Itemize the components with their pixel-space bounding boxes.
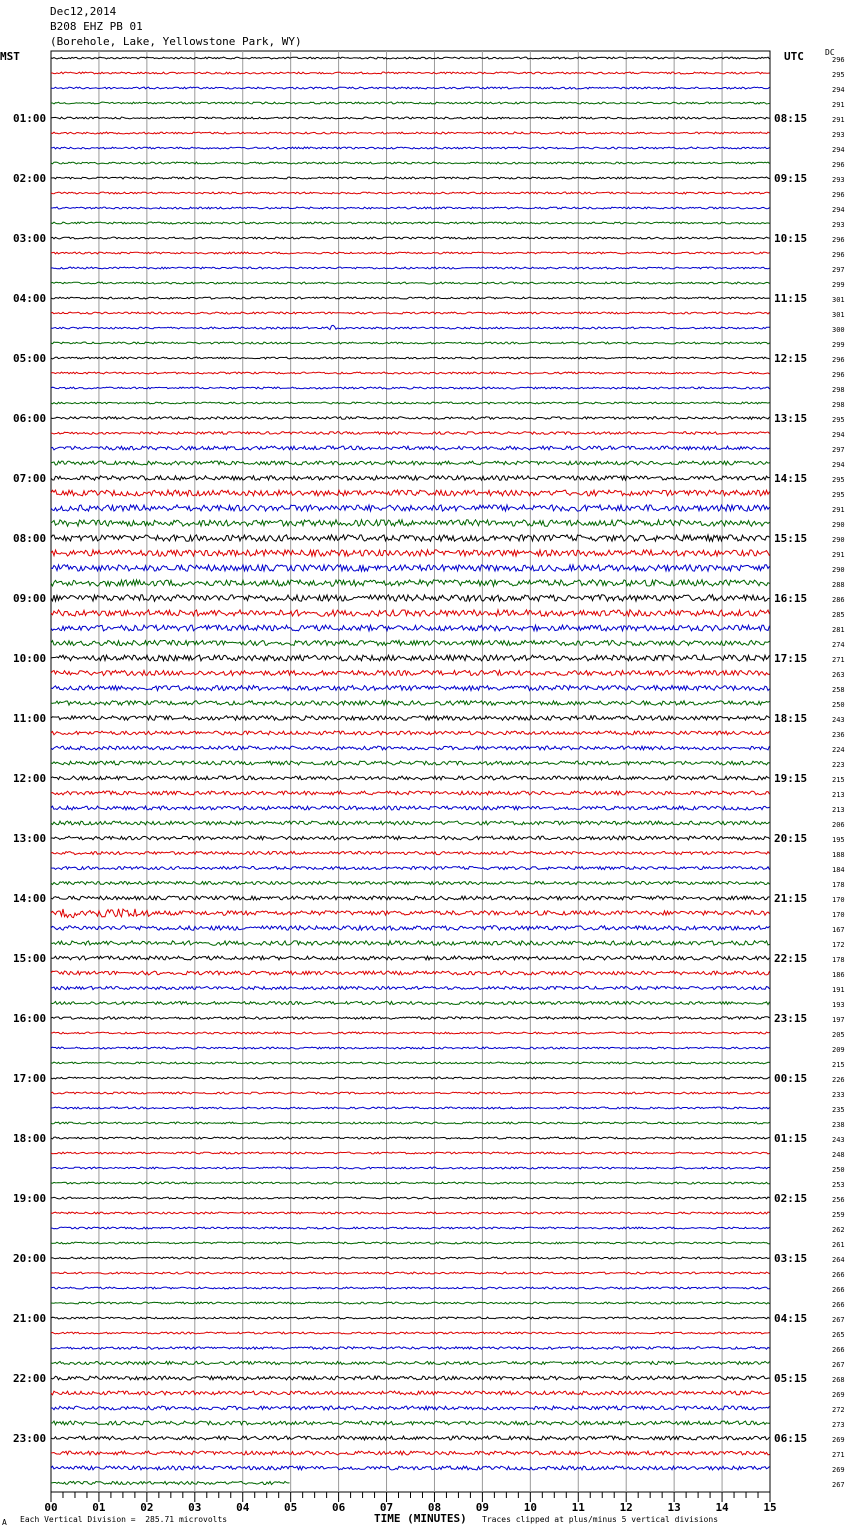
mst-hour-label: 03:00 <box>13 232 47 245</box>
dc-offset-label: 296 <box>832 56 845 64</box>
mst-hour-label: 15:00 <box>13 952 47 965</box>
dc-offset-label: 271 <box>832 1451 845 1459</box>
seismic-trace <box>51 282 770 284</box>
utc-hour-label: 05:15 <box>774 1372 808 1385</box>
seismic-trace <box>51 806 770 810</box>
x-tick-label: 01 <box>92 1501 106 1514</box>
dc-offset-label: 293 <box>832 221 845 229</box>
utc-hour-label: 11:15 <box>774 292 808 305</box>
seismic-trace <box>51 1421 770 1425</box>
x-tick-label: 03 <box>188 1501 202 1514</box>
dc-offset-label: 296 <box>832 161 845 169</box>
seismic-trace <box>51 1092 770 1094</box>
seismic-trace <box>51 1077 770 1079</box>
dc-offset-label: 236 <box>832 731 845 739</box>
dc-offset-label: 296 <box>832 236 845 244</box>
dc-offset-label: 291 <box>832 551 845 559</box>
mst-hour-label: 14:00 <box>13 892 47 905</box>
dc-offset-label: 195 <box>832 836 845 844</box>
x-tick-label: 07 <box>379 1501 394 1514</box>
dc-offset-label: 215 <box>832 1061 845 1069</box>
x-tick-label: 11 <box>571 1501 585 1514</box>
utc-hour-label: 09:15 <box>774 172 808 185</box>
dc-offset-label: 273 <box>832 1421 845 1429</box>
utc-zone-label: UTC <box>784 50 804 63</box>
seismic-trace <box>51 372 770 374</box>
seismic-trace <box>51 1302 770 1304</box>
mst-hour-label: 22:00 <box>13 1372 47 1385</box>
mst-hour-label: 10:00 <box>13 652 47 665</box>
x-axis-title: TIME (MINUTES) <box>374 1512 467 1525</box>
mst-hour-label: 11:00 <box>13 712 47 725</box>
scale-mark: A <box>2 1518 7 1527</box>
x-tick-label: 09 <box>475 1501 490 1514</box>
dc-offset-label: 256 <box>832 1196 845 1204</box>
mst-hour-label: 02:00 <box>13 172 47 185</box>
seismic-trace <box>51 446 770 450</box>
seismic-trace <box>51 716 770 720</box>
seismic-trace <box>51 836 770 840</box>
dc-offset-label: 267 <box>832 1481 845 1489</box>
seismic-trace <box>51 1257 770 1259</box>
seismic-trace <box>51 565 770 571</box>
dc-offset-label: 233 <box>832 1091 845 1099</box>
seismic-trace <box>51 1227 770 1229</box>
dc-offset-label: 269 <box>832 1436 845 1444</box>
seismic-trace <box>51 670 770 675</box>
dc-offset-label: 295 <box>832 491 845 499</box>
dc-offset-label: 224 <box>832 746 845 754</box>
x-tick-label: 05 <box>284 1501 298 1514</box>
seismic-trace <box>51 595 770 601</box>
dc-offset-label: 290 <box>832 521 845 529</box>
dc-offset-label: 243 <box>832 1136 845 1144</box>
seismic-trace <box>51 1406 770 1410</box>
utc-hour-label: 15:15 <box>774 532 808 545</box>
dc-offset-label: 238 <box>832 1121 845 1129</box>
dc-offset-label: 285 <box>832 611 845 619</box>
mst-hour-label: 13:00 <box>13 832 47 845</box>
x-tick-label: 08 <box>427 1501 442 1514</box>
dc-offset-label: 294 <box>832 431 845 439</box>
mst-hour-label: 12:00 <box>13 772 47 785</box>
dc-offset-label: 294 <box>832 146 845 154</box>
utc-hour-label: 08:15 <box>774 112 808 125</box>
dc-label: DC <box>825 48 835 57</box>
utc-hour-label: 22:15 <box>774 952 808 965</box>
dc-offset-label: 296 <box>832 356 845 364</box>
seismic-trace <box>51 535 770 541</box>
dc-offset-label: 266 <box>832 1301 845 1309</box>
x-tick-label: 04 <box>236 1501 250 1514</box>
seismic-trace <box>51 1197 770 1199</box>
dc-offset-label: 290 <box>832 566 845 574</box>
seismic-trace <box>51 550 770 556</box>
dc-offset-label: 250 <box>832 701 845 709</box>
seismic-trace <box>51 342 770 344</box>
dc-offset-label: 213 <box>832 791 845 799</box>
dc-offset-label: 296 <box>832 371 845 379</box>
dc-offset-label: 295 <box>832 71 845 79</box>
seismic-trace <box>51 476 770 480</box>
dc-offset-label: 293 <box>832 176 845 184</box>
seismic-trace <box>51 791 770 795</box>
dc-offset-label: 206 <box>832 821 845 829</box>
utc-hour-label: 12:15 <box>774 352 808 365</box>
dc-offset-label: 266 <box>832 1346 845 1354</box>
dc-offset-label: 167 <box>832 926 845 934</box>
dc-offset-label: 188 <box>832 851 845 859</box>
dc-offset-label: 253 <box>832 1181 845 1189</box>
seismic-trace <box>51 640 770 645</box>
location-label: (Borehole, Lake, Yellowstone Park, WY) <box>50 35 302 48</box>
mst-hour-label: 05:00 <box>13 352 47 365</box>
mst-hour-label: 17:00 <box>13 1072 47 1085</box>
mst-hour-label: 06:00 <box>13 412 47 425</box>
dc-offset-label: 250 <box>832 1166 845 1174</box>
dc-offset-label: 291 <box>832 116 845 124</box>
seismic-trace <box>51 731 770 735</box>
dc-offset-label: 269 <box>832 1391 845 1399</box>
x-tick-label: 06 <box>331 1501 346 1514</box>
utc-hour-label: 10:15 <box>774 232 808 245</box>
dc-offset-label: 205 <box>832 1031 845 1039</box>
dc-offset-label: 223 <box>832 761 845 769</box>
seismic-trace <box>51 1317 770 1319</box>
dc-offset-label: 294 <box>832 461 845 469</box>
seismic-trace <box>51 701 770 705</box>
mst-hour-label: 21:00 <box>13 1312 47 1325</box>
mst-hour-label: 19:00 <box>13 1192 47 1205</box>
x-tick-label: 00 <box>44 1501 58 1514</box>
dc-offset-label: 191 <box>832 986 845 994</box>
dc-offset-label: 213 <box>832 806 845 814</box>
mst-hour-label: 23:00 <box>13 1432 47 1445</box>
dc-offset-label: 301 <box>832 311 845 319</box>
seismic-trace <box>51 402 770 404</box>
seismic-trace <box>51 971 770 975</box>
seismic-trace <box>51 1062 770 1064</box>
dc-offset-label: 271 <box>832 656 845 664</box>
dc-offset-label: 243 <box>832 716 845 724</box>
dc-offset-label: 248 <box>832 1151 845 1159</box>
dc-offset-label: 293 <box>832 131 845 139</box>
mst-hour-label: 18:00 <box>13 1132 47 1145</box>
dc-offset-label: 186 <box>832 971 845 979</box>
dc-offset-label: 291 <box>832 101 845 109</box>
seismic-trace <box>51 312 770 314</box>
seismic-trace <box>51 655 770 661</box>
date-label: Dec12,2014 <box>50 5 117 18</box>
seismic-trace <box>51 1152 770 1154</box>
utc-hour-label: 13:15 <box>774 412 808 425</box>
dc-offset-label: 172 <box>832 941 845 949</box>
seismic-trace <box>51 1137 770 1139</box>
dc-offset-label: 266 <box>832 1286 845 1294</box>
dc-offset-label: 258 <box>832 686 845 694</box>
dc-offset-label: 197 <box>832 1016 845 1024</box>
seismic-trace <box>51 580 770 586</box>
dc-offset-label: 290 <box>832 536 845 544</box>
utc-hour-label: 00:15 <box>774 1072 808 1085</box>
utc-hour-label: 03:15 <box>774 1252 808 1265</box>
seismic-trace <box>51 986 770 989</box>
utc-hour-label: 02:15 <box>774 1192 808 1205</box>
dc-offset-label: 296 <box>832 251 845 259</box>
seismic-trace <box>51 387 770 389</box>
utc-hour-label: 17:15 <box>774 652 808 665</box>
dc-offset-label: 298 <box>832 386 845 394</box>
dc-offset-label: 262 <box>832 1226 845 1234</box>
dc-offset-label: 170 <box>832 896 845 904</box>
dc-offset-label: 272 <box>832 1406 845 1414</box>
mst-hour-label: 09:00 <box>13 592 47 605</box>
x-tick-label: 12 <box>619 1501 633 1514</box>
utc-hour-label: 23:15 <box>774 1012 808 1025</box>
utc-hour-label: 19:15 <box>774 772 808 785</box>
seismic-trace <box>51 1001 770 1004</box>
seismic-trace <box>51 1212 770 1214</box>
seismic-trace <box>51 866 770 869</box>
dc-offset-label: 298 <box>832 401 845 409</box>
dc-offset-label: 297 <box>832 266 845 274</box>
dc-offset-label: 178 <box>832 956 845 964</box>
x-tick-label: 13 <box>667 1501 681 1514</box>
seismic-trace <box>51 490 770 496</box>
seismic-trace <box>51 461 770 465</box>
dc-offset-label: 263 <box>832 671 845 679</box>
mst-hour-label: 08:00 <box>13 532 47 545</box>
dc-offset-label: 291 <box>832 506 845 514</box>
seismic-trace <box>51 72 770 74</box>
dc-offset-label: 300 <box>832 326 845 334</box>
utc-hour-label: 04:15 <box>774 1312 808 1325</box>
seismic-trace <box>51 325 770 329</box>
dc-offset-label: 288 <box>832 581 845 589</box>
seismic-trace <box>51 1287 770 1289</box>
seismic-trace <box>51 776 770 780</box>
dc-offset-label: 286 <box>832 596 845 604</box>
dc-offset-label: 296 <box>832 191 845 199</box>
dc-offset-label: 297 <box>832 446 845 454</box>
dc-offset-label: 295 <box>832 416 845 424</box>
seismic-trace <box>51 207 770 209</box>
dc-offset-label: 209 <box>832 1046 845 1054</box>
seismic-trace <box>51 1047 770 1049</box>
utc-hour-label: 21:15 <box>774 892 808 905</box>
utc-hour-label: 16:15 <box>774 592 808 605</box>
dc-offset-label: 184 <box>832 866 845 874</box>
seismic-trace <box>51 956 770 960</box>
seismic-trace <box>51 1466 770 1470</box>
seismic-trace <box>51 162 770 164</box>
seismic-trace <box>51 252 770 254</box>
dc-offset-label: 269 <box>832 1466 845 1474</box>
seismic-trace <box>51 1032 770 1034</box>
seismic-trace <box>51 1391 770 1395</box>
seismic-trace <box>51 1167 770 1169</box>
utc-hour-label: 20:15 <box>774 832 808 845</box>
utc-hour-label: 18:15 <box>774 712 808 725</box>
dc-offset-label: 261 <box>832 1241 845 1249</box>
mst-hour-label: 04:00 <box>13 292 47 305</box>
seismic-trace <box>51 610 770 616</box>
dc-offset-label: 265 <box>832 1331 845 1339</box>
seismic-trace <box>51 505 770 511</box>
seismic-trace <box>51 432 770 435</box>
seismic-trace <box>51 417 770 420</box>
clip-note: Traces clipped at plus/minus 5 vertical divisions <box>482 1515 719 1524</box>
mst-zone-label: MST <box>0 50 20 63</box>
seismic-trace <box>51 909 770 918</box>
seismic-trace <box>51 1451 770 1455</box>
dc-offset-label: 170 <box>832 911 845 919</box>
dc-offset-label: 226 <box>832 1076 845 1084</box>
seismic-trace <box>51 1332 770 1334</box>
mst-hour-label: 07:00 <box>13 472 47 485</box>
seismic-trace <box>51 520 770 526</box>
seismic-trace <box>51 821 770 825</box>
seismic-trace <box>51 267 770 269</box>
seismic-trace <box>51 357 770 359</box>
seismic-trace <box>51 761 770 765</box>
seismic-trace <box>51 1361 770 1364</box>
x-tick-label: 10 <box>523 1501 537 1514</box>
seismic-trace <box>51 237 770 239</box>
seismic-trace <box>51 896 770 900</box>
mst-hour-label: 16:00 <box>13 1012 47 1025</box>
seismic-trace <box>51 1272 770 1274</box>
seismic-trace <box>51 102 770 104</box>
seismic-trace <box>51 851 770 854</box>
seismic-trace <box>51 297 770 299</box>
seismic-trace <box>51 881 770 884</box>
seismic-trace <box>51 1107 770 1109</box>
station-label: B208 EHZ PB 01 <box>50 20 143 33</box>
dc-offset-label: 299 <box>832 281 845 289</box>
mst-hour-label: 20:00 <box>13 1252 47 1265</box>
seismic-trace <box>51 1122 770 1124</box>
dc-offset-label: 235 <box>832 1106 845 1114</box>
seismic-trace <box>51 87 770 89</box>
x-tick-label: 02 <box>140 1501 154 1514</box>
dc-offset-label: 268 <box>832 1376 845 1384</box>
seismic-trace <box>51 222 770 224</box>
dc-offset-label: 294 <box>832 206 845 214</box>
dc-offset-label: 215 <box>832 776 845 784</box>
dc-offset-label: 266 <box>832 1271 845 1279</box>
dc-offset-label: 295 <box>832 476 845 484</box>
seismic-trace <box>51 625 770 631</box>
utc-hour-label: 06:15 <box>774 1432 808 1445</box>
seismic-trace <box>51 1436 770 1440</box>
dc-offset-label: 281 <box>832 626 845 634</box>
seismic-trace <box>51 1182 770 1184</box>
dc-offset-label: 264 <box>832 1256 845 1264</box>
seismic-trace <box>51 147 770 149</box>
dc-offset-label: 274 <box>832 641 845 649</box>
seismic-trace <box>51 177 770 179</box>
scale-note: Each Vertical Division = 285.71 microvolts <box>20 1515 228 1524</box>
dc-offset-label: 301 <box>832 296 845 304</box>
seismic-trace <box>51 132 770 134</box>
seismic-trace <box>51 926 770 930</box>
seismic-trace <box>51 1376 770 1380</box>
dc-offset-label: 193 <box>832 1001 845 1009</box>
seismic-trace <box>51 1481 290 1484</box>
dc-offset-label: 267 <box>832 1361 845 1369</box>
dc-offset-label: 259 <box>832 1211 845 1219</box>
dc-offset-label: 299 <box>832 341 845 349</box>
utc-hour-label: 14:15 <box>774 472 808 485</box>
x-tick-label: 15 <box>763 1501 777 1514</box>
seismic-trace <box>51 57 770 59</box>
utc-hour-label: 01:15 <box>774 1132 808 1145</box>
seismic-trace <box>51 1242 770 1244</box>
seismic-trace <box>51 192 770 194</box>
seismic-trace <box>51 941 770 945</box>
seismic-trace <box>51 1347 770 1350</box>
dc-offset-label: 178 <box>832 881 845 889</box>
seismic-trace <box>51 685 770 690</box>
x-tick-label: 14 <box>715 1501 729 1514</box>
seismic-trace <box>51 117 770 119</box>
seismic-trace <box>51 1017 770 1020</box>
mst-hour-label: 01:00 <box>13 112 47 125</box>
seismic-trace <box>51 746 770 750</box>
dc-offset-label: 294 <box>832 86 845 94</box>
dc-offset-label: 267 <box>832 1316 845 1324</box>
